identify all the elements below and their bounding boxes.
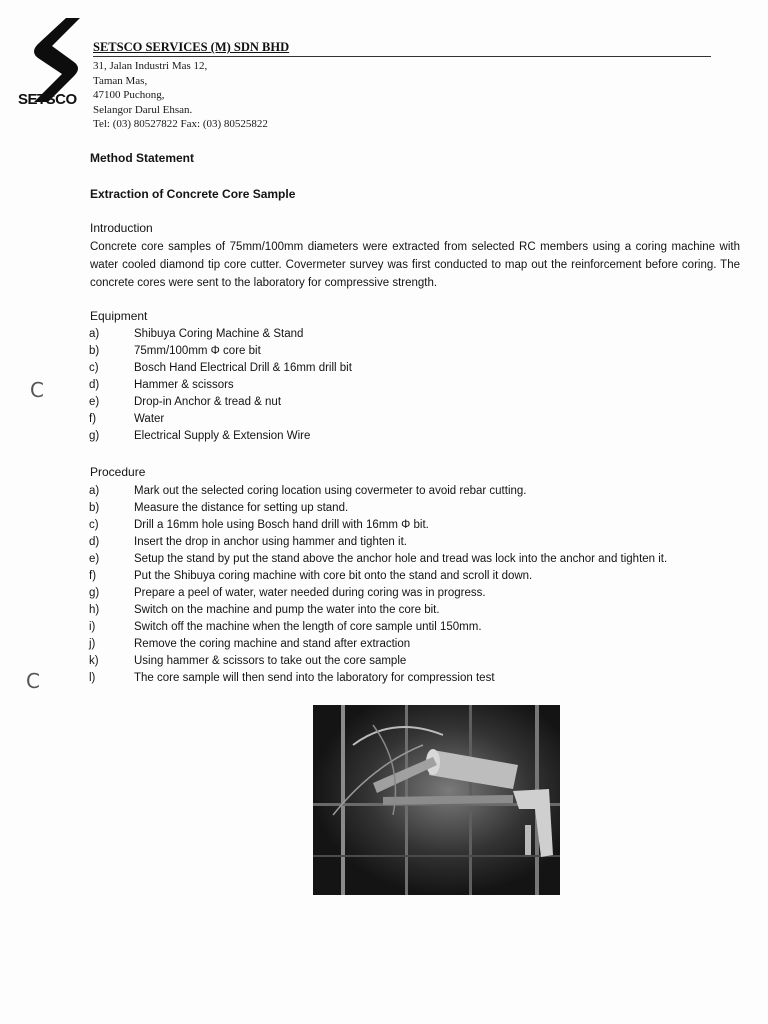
list-item-text: Mark out the selected coring location using covermeter to avoid rebar cutting. (134, 485, 527, 497)
introduction-text: Concrete core samples of 75mm/100mm diameters were extracted from selected RC members using a coring machine with water cooled diamond tip core cutter. Covermeter survey was first conducted to map out the reinforcement before coring. The concrete cores were sent to the laboratory for compressive strength. (90, 241, 740, 289)
list-marker: g) (89, 587, 100, 599)
list-marker: e) (89, 553, 100, 565)
list-item (89, 428, 352, 445)
list-item (89, 636, 667, 653)
coring-machine-illustration (313, 705, 560, 895)
list-marker: k) (89, 655, 99, 667)
company-name: SETSCO SERVICES (M) SDN BHD (93, 40, 290, 54)
procedure-list (89, 483, 667, 687)
list-item (89, 585, 667, 602)
header-rule (93, 56, 711, 57)
list-item (89, 517, 667, 534)
list-marker: c) (89, 362, 99, 374)
list-marker: l) (89, 672, 96, 684)
address-line: Selangor Darul Ehsan. (93, 103, 193, 116)
list-item-text: The core sample will then send into the laboratory for compression test (134, 672, 495, 684)
list-item (89, 653, 667, 670)
list-item-text: Drill a 16mm hole using Bosch hand drill with 16mm Φ bit. (134, 519, 429, 531)
list-item (89, 534, 667, 551)
procedure-heading: Procedure (90, 465, 146, 479)
list-item-text: Prepare a peel of water, water needed during coring was in progress. (134, 587, 486, 599)
logo-wordmark: SETSCO (18, 91, 77, 108)
list-item (89, 619, 667, 636)
list-marker: b) (89, 502, 100, 514)
list-item-text: Shibuya Coring Machine & Stand (134, 328, 304, 340)
list-item (89, 360, 352, 377)
list-item-text: Put the Shibuya coring machine with core bit onto the stand and scroll it down. (134, 570, 533, 582)
document-subtitle: Extraction of Concrete Core Sample (90, 187, 296, 201)
list-marker: d) (89, 536, 100, 548)
list-item (89, 343, 352, 360)
list-item (89, 602, 667, 619)
address-line: 47100 Puchong, (93, 89, 165, 101)
equipment-heading: Equipment (90, 309, 148, 323)
list-marker: d) (89, 379, 100, 391)
address-line: Taman Mas, (93, 74, 148, 87)
list-marker: g) (89, 430, 100, 442)
list-item (89, 394, 352, 411)
document-title: Method Statement (90, 151, 195, 165)
address-line: 31, Jalan Industri Mas 12, (93, 60, 208, 72)
list-marker: a) (89, 328, 100, 340)
list-item-text: Electrical Supply & Extension Wire (134, 430, 311, 442)
list-item (89, 483, 667, 500)
list-item-text: Bosch Hand Electrical Drill & 16mm drill bit (134, 362, 352, 374)
address-line: Tel: (03) 80527822 Fax: (03) 80525822 (93, 118, 268, 130)
introduction-heading: Introduction (90, 221, 153, 235)
list-item-text: 75mm/100mm Φ core bit (134, 345, 261, 357)
list-marker: a) (89, 485, 100, 497)
list-item (89, 377, 352, 394)
list-item (89, 568, 667, 585)
list-marker: e) (89, 396, 100, 408)
list-item-text: Drop-in Anchor & tread & nut (134, 396, 282, 408)
list-item-text: Water (134, 413, 165, 425)
list-item-text: Remove the coring machine and stand after extraction (134, 638, 411, 650)
list-item-text: Measure the distance for setting up stand. (134, 502, 349, 514)
coring-machine-photo (313, 705, 560, 895)
list-item-text: Setup the stand by put the stand above the anchor hole and tread was lock into the anchor and tighten it. (134, 553, 668, 565)
list-item-text: Insert the drop in anchor using hammer and tighten it. (134, 536, 407, 548)
company-address (93, 59, 268, 132)
list-marker: b) (89, 345, 100, 357)
list-item (89, 411, 352, 428)
list-item-text: Switch on the machine and pump the water into the core bit. (134, 604, 440, 616)
list-marker: i) (89, 621, 96, 633)
hole-punch-mark: C (30, 378, 44, 402)
list-item-text: Hammer & scissors (134, 379, 234, 391)
list-marker: j) (89, 638, 96, 650)
list-item (89, 326, 352, 343)
list-marker: h) (89, 604, 100, 616)
hole-punch-mark: C (26, 669, 40, 693)
list-item (89, 670, 667, 687)
list-item (89, 500, 667, 517)
list-item (89, 551, 667, 568)
list-marker: f) (89, 413, 97, 425)
list-marker: c) (89, 519, 99, 531)
list-item-text: Using hammer & scissors to take out the core sample (134, 655, 407, 667)
equipment-list (89, 326, 352, 445)
list-item-text: Switch off the machine when the length of core sample until 150mm. (134, 621, 482, 633)
list-marker: f) (89, 570, 97, 582)
